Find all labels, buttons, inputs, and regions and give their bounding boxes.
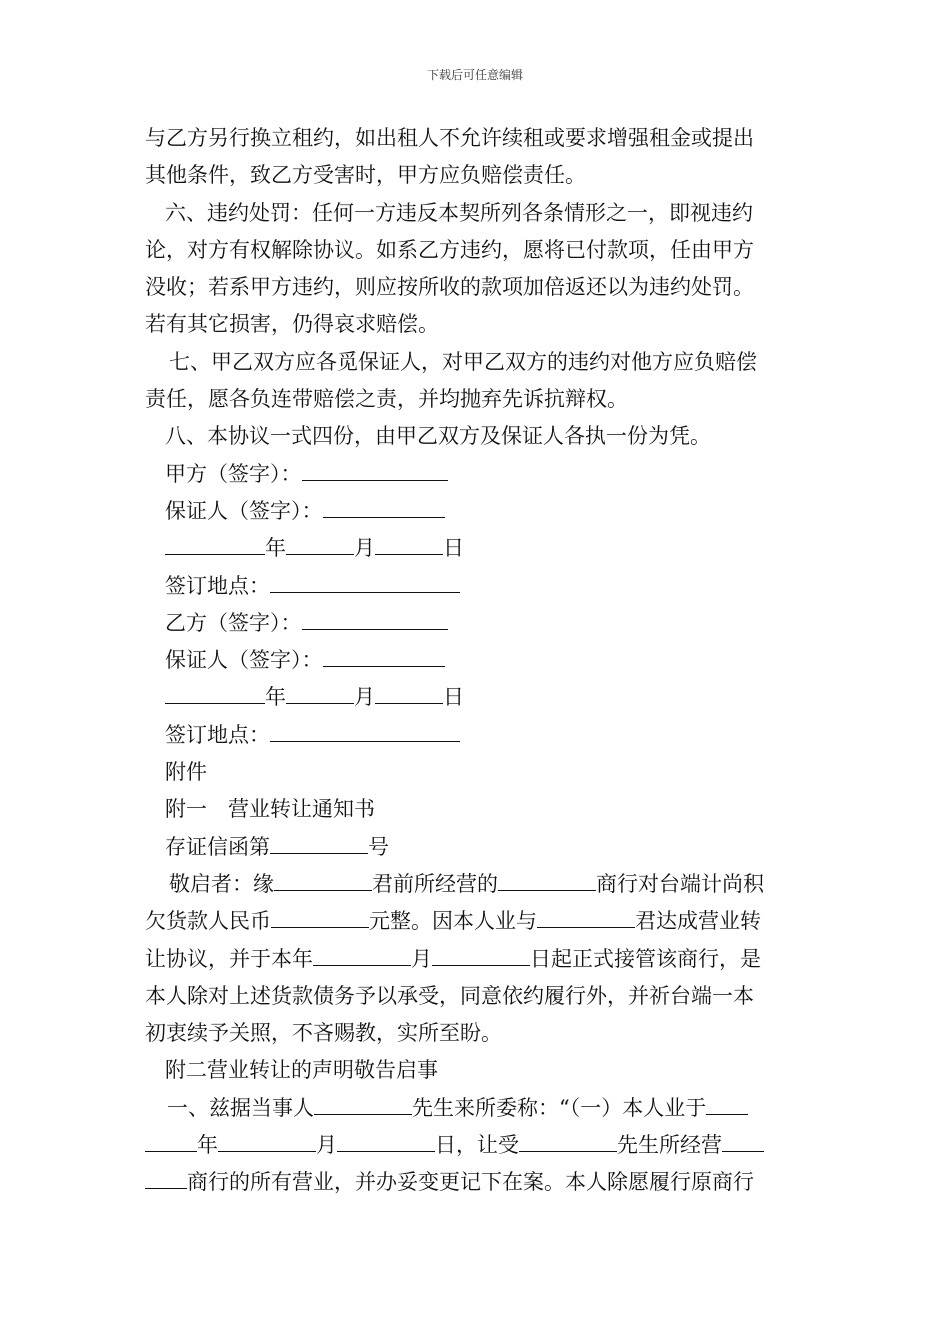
text-fragment: 欠货款人民币 [145, 909, 271, 934]
year-blank[interactable] [145, 1133, 197, 1152]
text-fragment: 月 [316, 1133, 337, 1158]
text-line: 八、本协议一式四份，由甲乙双方及保证人各执一份为凭。 [165, 424, 711, 449]
text-line: 与乙方另行换立租约，如出租人不允许续租或要求增强租金或提出 [145, 126, 754, 150]
text-fragment: 商行对台端计尚积 [596, 871, 764, 896]
text-line [145, 903, 810, 940]
label: 日 [443, 536, 464, 561]
signature-blank[interactable] [323, 499, 445, 518]
text-line: 本人除对上述货款债务予以承受，同意依约履行外，并祈台端一本 [145, 983, 754, 1008]
year-blank[interactable] [706, 1096, 748, 1115]
text-fragment: 让协议，并于本年 [145, 946, 313, 971]
signature-guarantor-b [145, 642, 810, 679]
label: 签订地点： [165, 573, 270, 598]
month-blank[interactable] [286, 536, 354, 555]
signature-blank[interactable] [302, 611, 448, 630]
shop-blank[interactable] [145, 1170, 187, 1189]
label: 年 [265, 685, 286, 710]
text-fragment: 先生所经营 [617, 1133, 722, 1158]
text-line: 七、甲乙双方应各觅保证人，对甲乙双方的违约对他方应负赔偿 [169, 349, 757, 374]
signature-guarantor-a [145, 493, 810, 530]
text-line: 六、违约处罚：任何一方违反本契所列各条情形之一，即视违约 [165, 200, 753, 225]
text-line: 没收；若系甲方违约，则应按所收的款项加倍返还以为违约处罚。 [145, 275, 754, 300]
month-blank[interactable] [218, 1133, 316, 1152]
label: 保证人（签字）： [165, 648, 323, 673]
name-blank[interactable] [519, 1133, 617, 1152]
shop-blank[interactable] [498, 872, 596, 891]
text-fragment: 君前所经营的 [372, 871, 498, 896]
name-blank[interactable] [537, 909, 635, 928]
year-blank[interactable] [165, 536, 265, 555]
label: 号 [368, 834, 389, 859]
attachment-heading: 附件 [165, 760, 207, 785]
text-line [145, 1164, 810, 1201]
label: 保证人（签字）： [165, 498, 323, 523]
name-blank[interactable] [274, 872, 372, 891]
year-blank[interactable] [165, 685, 265, 704]
date-line-a [145, 530, 810, 567]
text-line: 论，对方有权解除协议。如系乙方违约，愿将已付款项，任由甲方 [145, 237, 754, 262]
text-fragment: 日，让受 [435, 1133, 519, 1158]
signature-blank[interactable] [323, 648, 445, 667]
day-blank[interactable] [375, 536, 443, 555]
label: 签订地点： [165, 722, 270, 747]
label: 月 [354, 685, 375, 710]
attachment-1-title: 附一 营业转让通知书 [165, 797, 375, 822]
text-fragment: 商行的所有营业，并办妥变更记下在案。本人除愿履行原商行 [187, 1170, 754, 1195]
date-line-b [145, 679, 810, 716]
text-fragment: 日起正式接管该商行，是 [530, 946, 761, 971]
text-line: 初衷续予关照，不吝赐教，实所至盼。 [145, 1021, 502, 1046]
text-line [145, 1090, 810, 1127]
label: 存证信函第 [165, 834, 270, 859]
place-blank[interactable] [270, 574, 460, 593]
label: 甲方（签字）： [165, 461, 302, 486]
text-fragment: 年 [197, 1133, 218, 1158]
name-blank[interactable] [314, 1096, 412, 1115]
signature-blank[interactable] [302, 462, 448, 481]
text-line [145, 941, 810, 978]
month-blank[interactable] [313, 947, 411, 966]
text-fragment: 先生来所委称：“（一）本人业于 [412, 1095, 707, 1120]
label: 月 [354, 536, 375, 561]
text-fragment: 月 [411, 946, 432, 971]
text-line: 若有其它损害，仍得哀求赔偿。 [145, 312, 439, 337]
text-line [145, 1127, 810, 1164]
signature-party-b [145, 605, 810, 642]
number-blank[interactable] [270, 835, 368, 854]
text-line [145, 866, 810, 903]
signature-party-a [145, 456, 810, 493]
text-fragment: 君达成营业转 [635, 909, 761, 934]
day-blank[interactable] [337, 1133, 435, 1152]
text-line: 责任，愿各负连带赔偿之责，并均抛弃先诉抗辩权。 [145, 387, 628, 412]
text-line: 其他条件，致乙方受害时，甲方应负赔偿责任。 [145, 163, 586, 188]
signing-place-b [145, 717, 810, 754]
page-header: 下载后可任意编辑 [426, 68, 523, 82]
label: 乙方（签字）： [165, 610, 302, 635]
document-body [145, 120, 810, 1202]
label: 年 [265, 536, 286, 561]
shop-blank[interactable] [722, 1133, 764, 1152]
amount-blank[interactable] [271, 909, 369, 928]
day-blank[interactable] [375, 685, 443, 704]
certificate-number-line [145, 829, 810, 866]
attachment-2-title: 附二营业转让的声明敬告启事 [165, 1058, 438, 1083]
text-fragment: 一、兹据当事人 [167, 1095, 314, 1120]
signing-place-a [145, 568, 810, 605]
day-blank[interactable] [432, 947, 530, 966]
month-blank[interactable] [286, 685, 354, 704]
label: 日 [443, 685, 464, 710]
place-blank[interactable] [270, 723, 460, 742]
text-fragment: 元整。因本人业与 [369, 909, 537, 934]
text-fragment: 敬启者：缘 [169, 871, 274, 896]
